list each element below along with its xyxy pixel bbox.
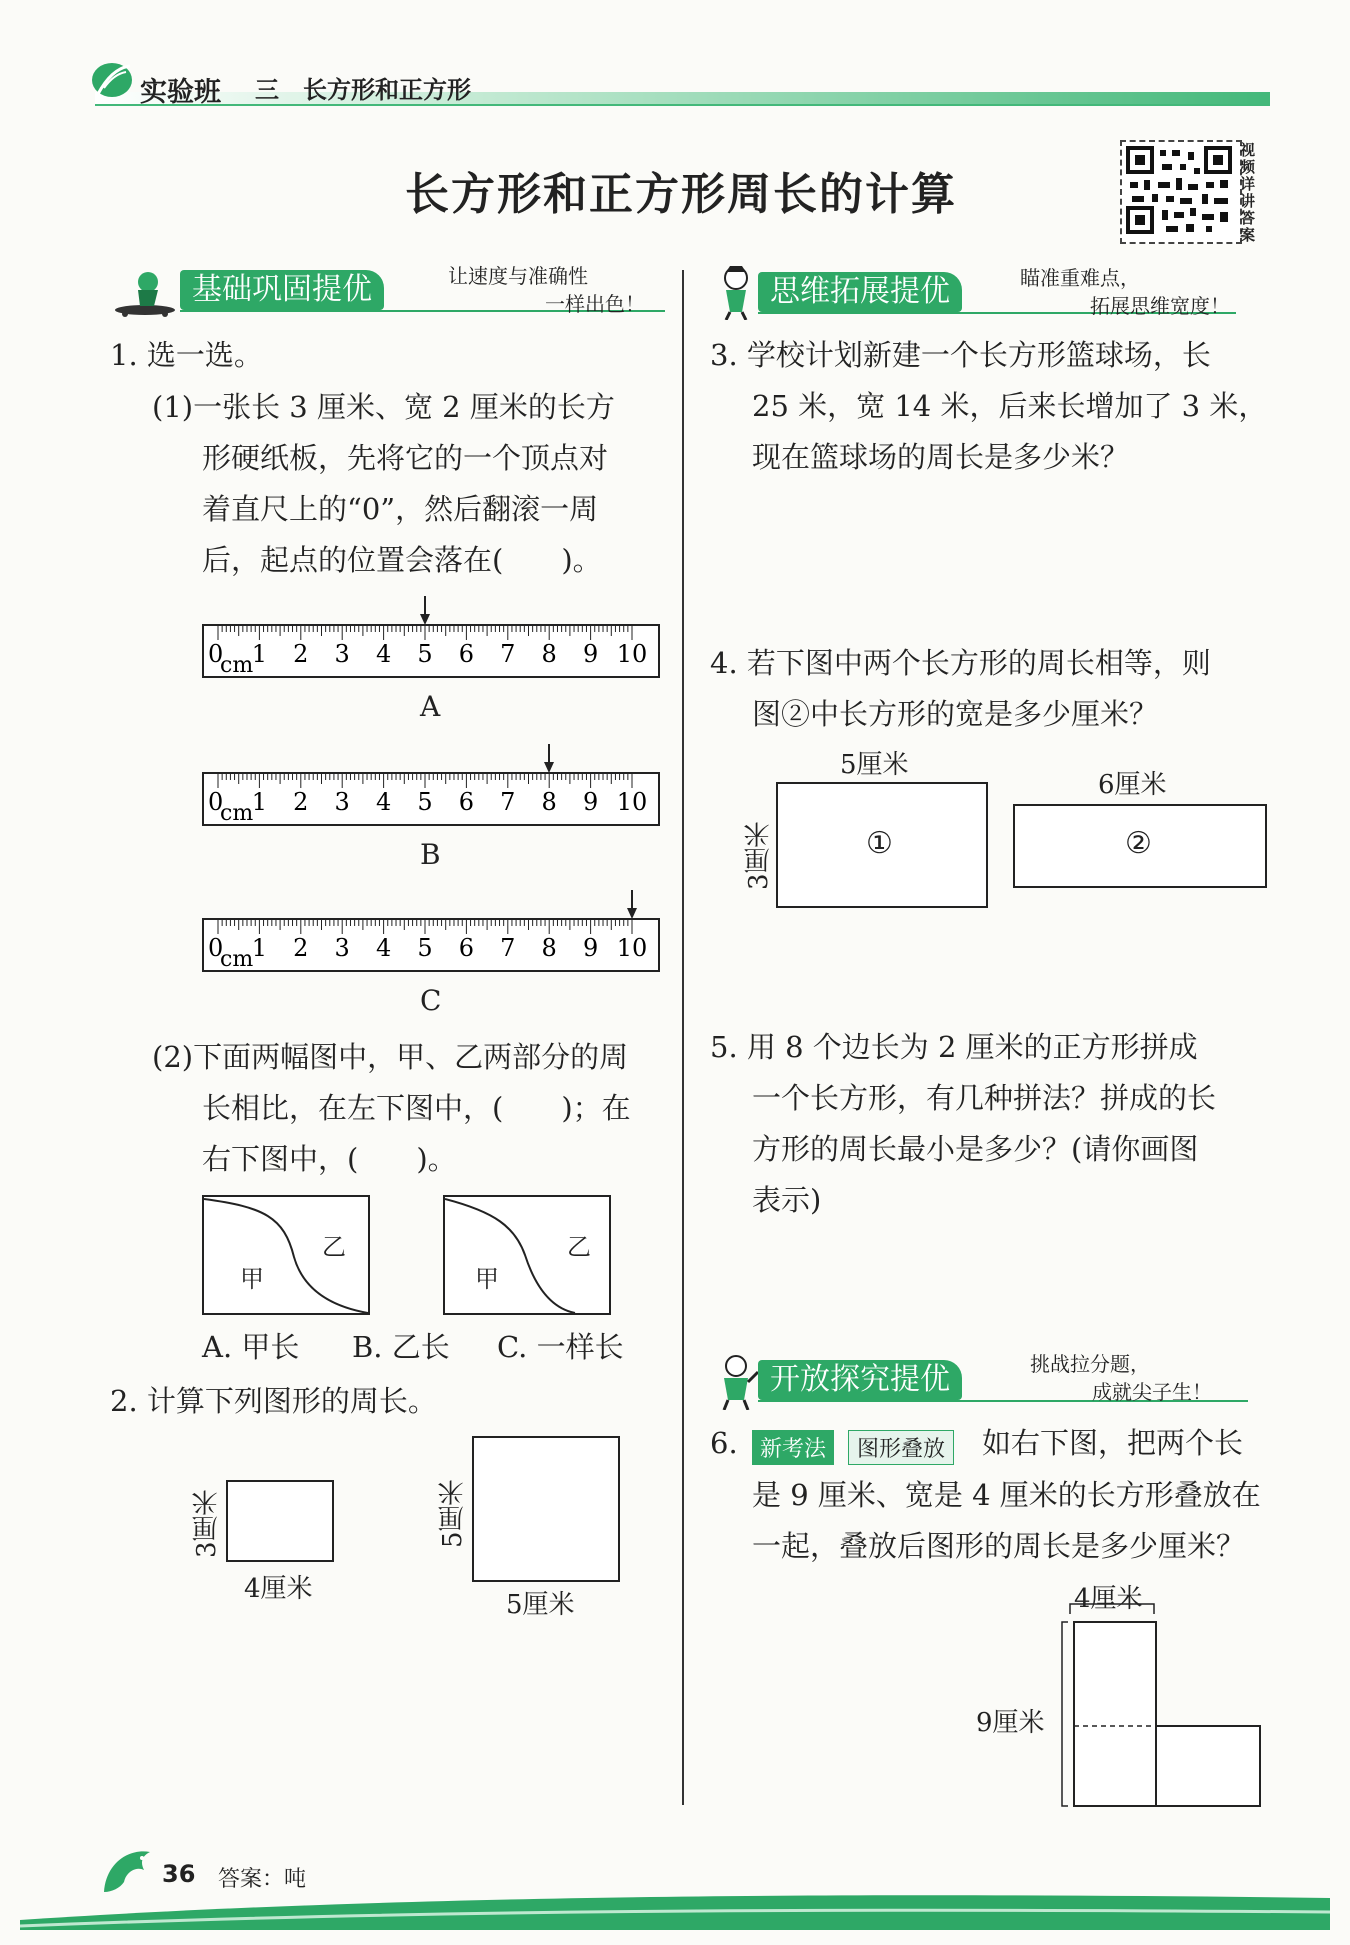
section-slogan-open — [1020, 1350, 1248, 1406]
text-line: 现在篮球场的周长是多少米？ — [752, 440, 1130, 474]
brand-name: 实验班 — [140, 77, 221, 108]
region-yi-label: 乙 — [567, 1233, 591, 1261]
ruler-unit-label: cm — [220, 801, 254, 824]
ruler-b-label: B — [420, 838, 441, 871]
square-width-label: 5厘米 — [506, 1590, 575, 1620]
ruler-tick-label: 1 — [251, 788, 268, 816]
ruler-tick-label: 9 — [582, 934, 599, 962]
ruler-tick-label: 10 — [616, 934, 648, 962]
text-line: 方形的周长最小是多少？(请你画图 — [752, 1132, 1199, 1166]
ruler-tick-label: 2 — [293, 934, 309, 962]
ruler-a-label: A — [420, 690, 441, 723]
rectangle-2 — [1013, 804, 1267, 888]
ruler-tick-label: 6 — [458, 788, 475, 816]
question-1-part-2 — [152, 1032, 672, 1185]
ruler-b — [202, 772, 660, 826]
text-line: 是 9 厘米、宽是 4 厘米的长方形叠放在 — [752, 1478, 1261, 1512]
question-4 — [710, 638, 1270, 740]
ruler-unit-label: cm — [220, 653, 254, 676]
region-jia-label: 甲 — [475, 1265, 499, 1293]
ruler-c — [202, 918, 660, 972]
square-height-label: 5厘米 — [438, 1479, 468, 1548]
question-1-part-1 — [152, 382, 672, 586]
ruler-zero-label: 0 — [208, 640, 224, 668]
text-line: 着直尺上的“0”，然后翻滚一周 — [202, 492, 599, 526]
ruler-c-label: C — [420, 984, 442, 1017]
new-exam-tag: 新考法 — [752, 1430, 834, 1465]
ruler-tick-label: 1 — [251, 934, 268, 962]
ruler-zero-label: 0 — [208, 788, 224, 816]
rectangle-3x4 — [226, 1480, 334, 1562]
region-yi-label: 乙 — [322, 1233, 346, 1261]
rectangle-1 — [776, 782, 988, 908]
thinking-mascot-icon — [712, 264, 760, 320]
chapter-title: 三 长方形和正方形 — [255, 76, 471, 104]
section-banner-basic: 基础巩固提优 — [180, 270, 384, 310]
text-line: 3. 学校计划新建一个长方形篮球场，长 — [710, 338, 1211, 372]
rect1-side-label: 3厘米 — [744, 821, 774, 890]
ruler-tick-label: 10 — [616, 640, 648, 668]
text-line: 25 米，宽 14 米，后来长增加了 3 米， — [752, 389, 1268, 423]
slogan-line-2: 一样出色！ — [545, 292, 645, 316]
ruler-tick-label: 3 — [334, 640, 350, 668]
ruler-scale — [204, 774, 658, 824]
rect1-top-label: 5厘米 — [840, 750, 909, 780]
option-c: C. 一样长 — [497, 1330, 624, 1364]
answer-label: 答案：吨 — [218, 1867, 307, 1892]
slogan-line-2: 成就尖子生！ — [1092, 1380, 1212, 1404]
question-6-number: 6. — [710, 1426, 738, 1460]
ruler-scale — [204, 920, 658, 970]
question-3 — [710, 330, 1270, 483]
ruler-tick-label: 7 — [500, 788, 516, 816]
rect2-mark: ② — [1125, 826, 1152, 861]
ruler-tick-label: 4 — [375, 934, 392, 962]
ruler-scale — [204, 626, 658, 676]
footer-wave — [20, 1890, 1330, 1930]
text-line: 表示) — [752, 1183, 822, 1217]
skateboarder-mascot-icon — [110, 268, 180, 318]
ruler-tick-label: 9 — [582, 788, 599, 816]
ruler-tick-label: 1 — [251, 640, 268, 668]
section-banner-open: 开放探究提优 — [758, 1360, 962, 1400]
ruler-tick-label: 8 — [541, 788, 557, 816]
question-6-rest — [752, 1470, 1272, 1572]
ruler-tick-label: 8 — [541, 934, 557, 962]
slogan-line-1: 让速度与准确性 — [448, 264, 588, 288]
option-a: A. 甲长 — [202, 1330, 300, 1364]
question-1-heading: 1. 选一选。 — [110, 338, 263, 372]
ruler-tick-label: 4 — [375, 788, 392, 816]
section-slogan-thinking — [1010, 264, 1236, 320]
ruler-tick-label: 5 — [417, 934, 433, 962]
text-line: 一个长方形，有几种拼法？拼成的长 — [752, 1081, 1217, 1115]
ruler-pointer-arrow-icon — [625, 890, 639, 920]
rect-height-label: 3厘米 — [192, 1489, 222, 1558]
jia-yi-figure-right — [443, 1195, 611, 1315]
qr-code-icon — [1122, 142, 1236, 238]
slogan-line-2: 拓展思维宽度！ — [1090, 294, 1230, 318]
rect1-mark: ① — [866, 826, 893, 861]
rect2-top-label: 6厘米 — [1098, 770, 1167, 800]
text-line: 图②中长方形的宽是多少厘米？ — [752, 697, 1159, 731]
text-line: 4. 若下图中两个长方形的周长相等，则 — [710, 646, 1211, 680]
question-6-line-1: 如右下图，把两个长 — [982, 1426, 1244, 1460]
region-jia-label: 甲 — [240, 1265, 264, 1293]
overlap-figure — [1050, 1600, 1270, 1810]
slogan-line-1: 挑战拉分题， — [1030, 1352, 1150, 1376]
overlap-top-label: 4厘米 — [1074, 1584, 1143, 1614]
explorer-mascot-icon — [712, 1354, 760, 1410]
text-line: 一起，叠放后图形的周长是多少厘米？ — [752, 1529, 1246, 1563]
question-2-heading: 2. 计算下列图形的周长。 — [110, 1384, 437, 1418]
ruler-tick-label: 10 — [616, 788, 648, 816]
ruler-tick-label: 7 — [500, 934, 516, 962]
text-line: 右下图中，( )。 — [202, 1142, 457, 1176]
column-divider — [682, 270, 684, 1805]
text-line: 后，起点的位置会落在( )。 — [202, 543, 602, 577]
ruler-tick-label: 7 — [500, 640, 516, 668]
jia-yi-figure-left — [202, 1195, 370, 1315]
ruler-pointer-arrow-icon — [542, 744, 556, 774]
question-5 — [710, 1022, 1270, 1226]
ruler-unit-label: cm — [220, 947, 254, 970]
section-slogan-basic — [440, 262, 665, 318]
qr-caption: 视频详讲答案 — [1240, 141, 1256, 244]
ruler-tick-label: 9 — [582, 640, 599, 668]
ruler-tick-label: 2 — [293, 640, 309, 668]
ruler-pointer-arrow-icon — [418, 596, 432, 626]
ruler-tick-label: 5 — [417, 788, 433, 816]
section-banner-thinking: 思维拓展提优 — [758, 272, 962, 312]
ruler-tick-label: 2 — [293, 788, 309, 816]
ruler-zero-label: 0 — [208, 934, 224, 962]
option-b: B. 乙长 — [352, 1330, 450, 1364]
ruler-tick-label: 5 — [417, 640, 433, 668]
text-line: (1)一张长 3 厘米、宽 2 厘米的长方 — [152, 390, 615, 424]
leaf-logo-icon — [88, 58, 136, 102]
text-line: 长相比，在左下图中，( )；在 — [202, 1091, 631, 1125]
square-5x5 — [472, 1436, 620, 1582]
page-number: 36 — [162, 1860, 196, 1888]
ruler-tick-label: 3 — [334, 934, 350, 962]
overlap-side-label: 9厘米 — [976, 1708, 1045, 1738]
slogan-line-1: 瞄准重难点， — [1020, 266, 1140, 290]
ruler-tick-label: 8 — [541, 640, 557, 668]
ruler-tick-label: 6 — [458, 640, 475, 668]
ruler-a — [202, 624, 660, 678]
text-line: 形硬纸板，先将它的一个顶点对 — [202, 441, 609, 475]
text-line: (2)下面两幅图中，甲、乙两部分的周 — [152, 1040, 629, 1074]
text-line: 5. 用 8 个边长为 2 厘米的正方形拼成 — [710, 1030, 1198, 1064]
topic-tag: 图形叠放 — [848, 1430, 954, 1465]
page-title: 长方形和正方形周长的计算 — [405, 169, 957, 220]
ruler-tick-label: 4 — [375, 640, 392, 668]
rect-width-label: 4厘米 — [244, 1574, 313, 1604]
ruler-tick-label: 6 — [458, 934, 475, 962]
ruler-tick-label: 3 — [334, 788, 350, 816]
qr-code[interactable] — [1120, 140, 1242, 244]
